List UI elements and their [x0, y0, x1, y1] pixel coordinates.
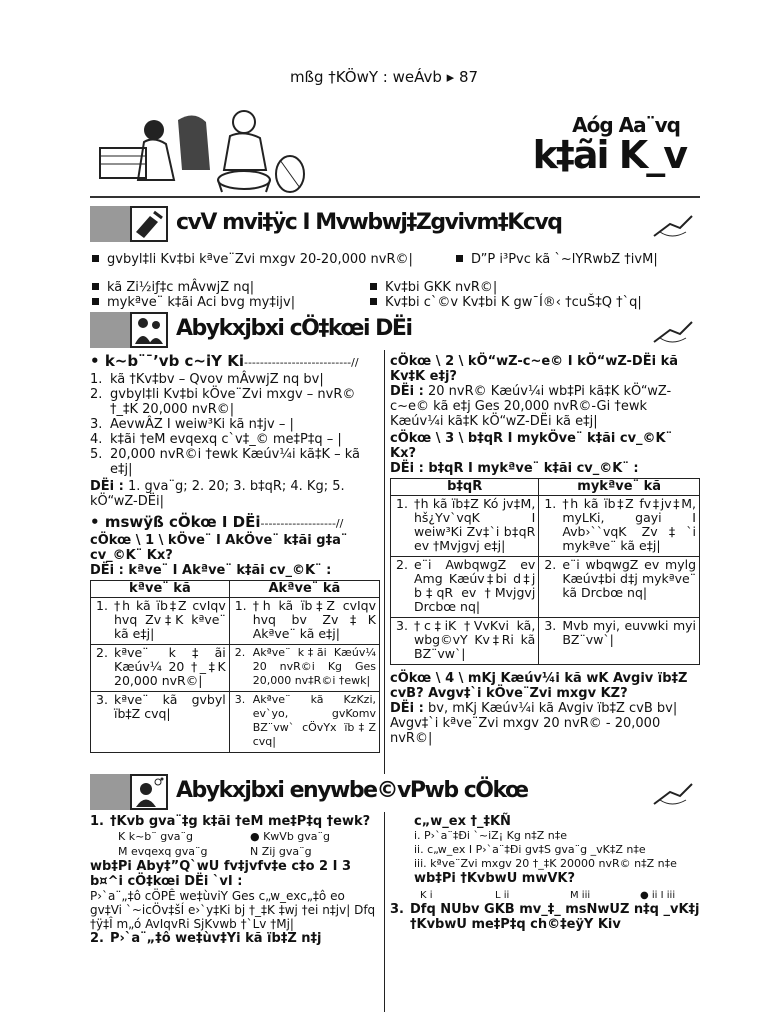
- question-1-answer: DËi : kªve¨ I Akªve¨ k‡ãi cv_©K¨ :: [90, 563, 332, 578]
- which-correct: wb‡Pi †KvbwU mwVK?: [414, 871, 576, 886]
- musicians-illustration: [94, 100, 314, 194]
- table-cell: 3. Mvb myi, euvwki myi BZ¨vw`|: [539, 618, 700, 665]
- question-2-answer: DËi : 20 nvR© Kæúv¼i wb‡Pi kã‡K kÖ“wZ-c~e© kã e‡j Ges 20,000 nvR©-Gi †ewk Kæúv¼i kã‡K kÖ“wZ-DËi kã e‡j|: [390, 384, 672, 429]
- table-cell: 2. kªve¨ k‡ãi Kæúv¼ 20 †_‡K 20,000 nvR©|: [91, 645, 230, 692]
- mcq-option-correct: ● KwVb gva¨g: [250, 830, 331, 843]
- section-tab: [90, 206, 130, 242]
- list-item: 1. kã †Kv‡bv – Qvov mÂvwjZ nq bv|: [90, 372, 324, 387]
- question-4-answer: DËi : bv, mKj Kæúv¼i kã Avgiv ïb‡Z cvB bv| Avgv‡`i kªve¨Zvi mxgv 20 nvR© - 20,000 nvR©|: [390, 701, 678, 746]
- section-bar-summary: [90, 206, 700, 242]
- mcq-option: L ii: [495, 890, 510, 901]
- table-cell: 1. †h kã ïb‡Z fv‡jv‡M, myLKi, gayi I Avb›``vqK Zv‡`i mykªve¨ kã e‡j|: [539, 496, 700, 557]
- table-header: Akªve¨ kã: [229, 581, 379, 598]
- table-header-row: [391, 479, 700, 496]
- table-header: b‡qR: [391, 479, 539, 496]
- summary-bullet: kã Zi½iƒ‡c mÂvwjZ nq|: [92, 280, 362, 295]
- table-cell: 2. Akªve¨ k‡ãi Kæúv¼ 20 nvR©i Kg Ges 20,000 nv‡R©i †ewk|: [229, 645, 379, 692]
- mcq-statements: [390, 829, 700, 871]
- statement: ii. c„w_ex I P›`a¨‡Ði gv‡S gva¨g _vK‡Z n‡e: [414, 843, 646, 856]
- column-divider: [384, 812, 385, 1012]
- summary-bullet: D”P i³Pvc kã `~lYRwbZ †ivM|: [456, 252, 700, 267]
- chapter-title: k‡ãi K_v: [532, 133, 686, 177]
- table-row: [91, 598, 380, 645]
- book-pencil-icon: [130, 206, 168, 242]
- table-row: [391, 496, 700, 557]
- list-item: 4. k‡ãi †eM evqexq c`v‡_© me‡P‡q – |: [90, 432, 342, 447]
- writing-hand-icon: [650, 312, 696, 348]
- passage-text: P›`a¨„‡ô cÖPÊ we‡ùviY Ges c„w_exc„‡ô eo gv‡Vi `~icÖv‡šÍ e›`y‡Ki bj †_‡K ‡wj †ei n‡jv| Dfq †ÿ‡Î m„ó AvIqvRi SjKvwb †`Lv †Mj|: [90, 889, 376, 931]
- question-3: cÖkœ \ 3 \ b‡qR I mykÖve¨ k‡ãi cv_©K¨ Kx?: [390, 431, 673, 461]
- section-title: Abykxjbxi enywbe©vPwb cÖkœ: [176, 778, 528, 803]
- question-1: cÖkœ \ 1 \ kÖve¨ I AkÖve¨ k‡ãi g‡a¨ cv_©K¨ Kx?: [90, 533, 348, 563]
- table-header: kªve¨ kã: [91, 581, 230, 598]
- list-item: 5. 20,000 nvR©i †ewk Kæúv¼i kã‡K – kã e‡j|: [90, 447, 361, 477]
- table-cell: 2. e¨i AwbqwgZ ev Amg Kæúv‡bi d‡j b‡qR ev †Mvjgvj Drcbœ nq|: [391, 557, 539, 618]
- exercise-left-column: [90, 354, 380, 753]
- mcq-option: M iii: [570, 890, 591, 901]
- table-cell: 3. †c‡iK †VvKvi kã, wbg©vY Kv‡Ri kã BZ¨vw`|: [391, 618, 539, 665]
- summary-bullet: Kv‡bi GKK nvR©|: [370, 280, 700, 295]
- running-head: mßg †KÖwY : weÁvb ▸ 87: [289, 68, 479, 86]
- mcq-question-3: 3. Dfq NUbv GKB mv_‡_ msNwUZ n‡q _vK‡j †KvbwU me‡P‡q ch©‡eÿY Kiv: [390, 902, 700, 932]
- mcq-left-column: [90, 814, 380, 946]
- table-header-row: [91, 581, 380, 598]
- section-title: Abykxjbxi cÖ‡kœi DËi: [176, 316, 412, 341]
- question-3-answer: DËi : b‡qR I mykªve¨ k‡ãi cv_©K¨ :: [390, 461, 639, 476]
- mcq-choices: [390, 886, 700, 902]
- table-cell: 2. e¨i wbqwgZ ev mylg Kæúv‡bi d‡j mykªve¨ kã Drcbœ nq|: [539, 557, 700, 618]
- comparison-table: [90, 580, 380, 753]
- writing-hand-icon: [650, 774, 696, 810]
- section-tab: [90, 312, 130, 348]
- table-cell: 1. †h kã ïb‡Z Kó jv‡M, hš¿Yv`vqK I weiw³Ki Zv‡`i b‡qR ev †Mvjgvj e‡j|: [391, 496, 539, 557]
- short-question-heading: • mswÿß cÖkœ I DËi-------------------//: [90, 513, 344, 531]
- mcq-option: M evqexq gva¨g: [118, 845, 208, 858]
- section-bar-mcq: [90, 774, 700, 810]
- table-cell: 3. kªve¨ kã gvbyl ïb‡Z cvq|: [91, 692, 230, 753]
- table-row: [91, 692, 380, 753]
- fill-blank-heading: • k~b¨¯’vb c~iY Ki---------------------------//: [90, 352, 359, 370]
- summary-bullet: mykªve¨ k‡ãi Aci bvg my‡ijv|: [92, 295, 362, 310]
- question-2: cÖkœ \ 2 \ kÖ“wZ-c~e© I kÖ“wZ-DËi kã Kv‡K e‡j?: [390, 354, 678, 384]
- mcq-question-1: 1. †Kvb gva¨‡g k‡ãi †eM me‡P‡q †ewk?: [90, 814, 371, 829]
- comparison-table: [390, 478, 700, 665]
- passage-instruction: wb‡Pi Aby‡”Q`wU fv‡jvfv‡e c‡o 2 I 3 b¤^i cÖ‡kœi DËi `vI :: [90, 859, 352, 889]
- fill-blank-answer: DËi : 1. gva¨g; 2. 20; 3. b‡qR; 4. Kg; 5. kÖ“wZ-DËi|: [90, 479, 345, 509]
- summary-bullet: gvbyl‡li Kv‡bi kªve¨Zvi mxgv 20-20,000 nvR©|: [92, 252, 452, 267]
- statement: i. P›`a¨‡Ði `~iZ¡ Kg n‡Z n‡e: [414, 829, 568, 842]
- table-row: [391, 618, 700, 665]
- section-tab: [90, 774, 130, 810]
- mcq-option: N Zij gva¨g: [250, 845, 312, 858]
- mcq-question-2: 2. P›`a¨„‡ô we‡ùv‡Yi kã ïb‡Z n‡j: [90, 931, 322, 946]
- section-bar-exercise: [90, 312, 700, 348]
- mcq-option-correct: ● ii I iii: [640, 890, 676, 901]
- mcq-option: K i: [420, 890, 433, 901]
- section-title: cvV mvi‡ÿc I Mvwbwj‡Zgvivm‡Kcvq: [176, 210, 562, 235]
- mcq-option: K k~b¨ gva¨g: [118, 830, 193, 843]
- mcq-right-column: [390, 814, 700, 932]
- table-row: [91, 645, 380, 692]
- students-icon: [130, 312, 168, 348]
- chapter-number: Aóg Aa¨vq: [572, 113, 680, 137]
- list-item: 3. AevwÂZ I weiw³Ki kã n‡jv – |: [90, 417, 294, 432]
- summary-bullet: Kv‡bi c`©v Kv‡bi K gw¯Í®‹ †cuŠ‡Q †`q|: [370, 295, 700, 310]
- list-item: 2. gvbyl‡li Kv‡bi kÖve¨Zvi mxgv – nvR© †_‡K 20,000 nvR©|: [90, 387, 356, 417]
- writing-hand-icon: [650, 206, 696, 242]
- table-row: [391, 557, 700, 618]
- thinking-student-icon: [130, 774, 168, 810]
- mcq-stem-continuation: c„w_ex †_‡KÑ: [414, 814, 511, 829]
- question-4: cÖkœ \ 4 \ mKj Kæúv¼i kã wK Avgiv ïb‡Z cvB? Avgv‡`i kÖve¨Zvi mxgv KZ?: [390, 671, 688, 701]
- column-divider: [384, 350, 385, 774]
- table-cell: 1. †h kã ïb‡Z cvIqv hvq bv Zv‡K Akªve¨ kã e‡j|: [229, 598, 379, 645]
- statement: iii. kªve¨Zvi mxgv 20 †_‡K 20000 nvR© n‡Z n‡e: [414, 857, 677, 870]
- table-cell: 1. †h kã ïb‡Z cvIqv hvq Zv‡K kªve¨ kã e‡j|: [91, 598, 230, 645]
- exercise-right-column: [390, 354, 700, 746]
- mcq-options: [90, 829, 380, 859]
- table-header: mykªve¨ kã: [539, 479, 700, 496]
- table-cell: 3. Akªve¨ kã KzKzi, ev`yo, gvKomv BZ¨vw` cÖvYx ïb‡Z cvq|: [229, 692, 379, 753]
